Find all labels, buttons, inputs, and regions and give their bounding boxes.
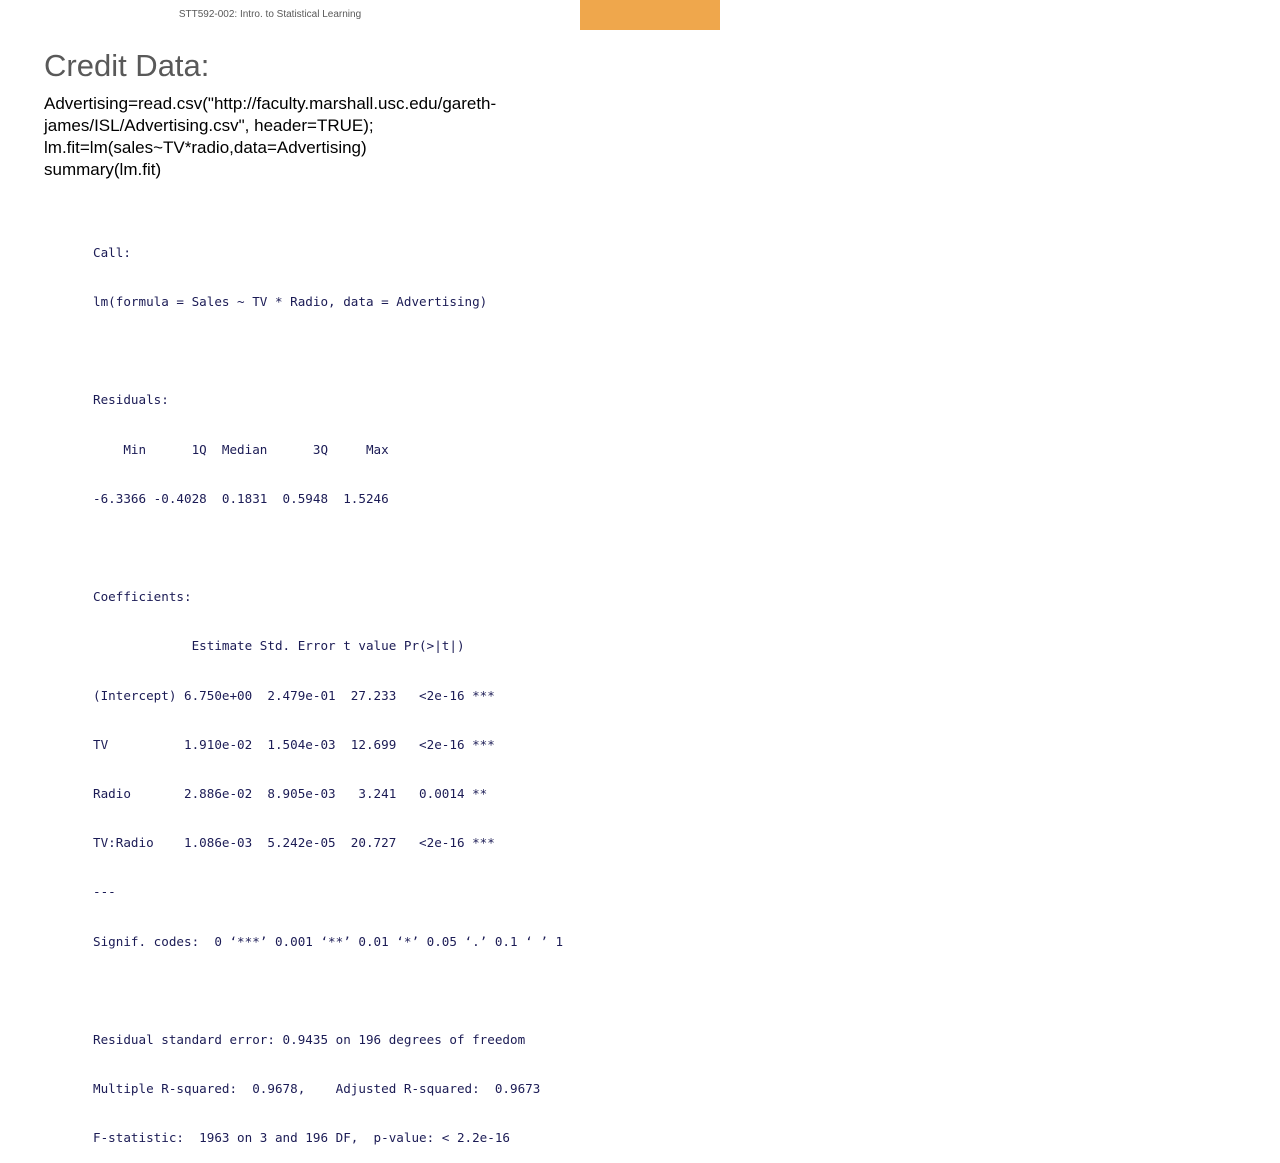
code-line: james/ISL/Advertising.csv", header=TRUE); <box>44 116 374 135</box>
r-squared: Multiple R-squared: 0.9678, Adjusted R-squared: 0.9673 <box>93 1081 541 1097</box>
page-title: Credit Data: <box>44 48 210 83</box>
coefficient-row: TV:Radio 1.086e-03 5.242e-05 20.727 <2e-16 *** <box>93 835 495 851</box>
slide-number: 68 <box>1222 6 1238 21</box>
residuals-label: Residuals: <box>93 392 169 408</box>
slide-header <box>0 0 1238 30</box>
course-title: STT592-002: Intro. to Statistical Learning <box>178 9 362 20</box>
slide-number-box <box>580 0 1238 30</box>
coefficients-header: Estimate Std. Error t value Pr(>|t|) <box>93 638 465 654</box>
coefficient-row: Radio 2.886e-02 8.905e-03 3.241 0.0014 ** <box>93 786 488 802</box>
residual-standard-error: Residual standard error: 0.9435 on 196 degrees of freedom <box>93 1032 526 1048</box>
coefficient-row: (Intercept) 6.750e+00 2.479e-01 27.233 <2e-16 *** <box>93 687 495 703</box>
signif-codes: Signif. codes: 0 ‘***’ 0.001 ‘**’ 0.01 ‘*’ 0.05 ‘.’ 0.1 ‘ ’ 1 <box>93 933 564 949</box>
call-formula: lm(formula = Sales ~ TV * Radio, data = Advertising) <box>93 294 488 310</box>
code-line: Advertising=read.csv("http://faculty.marshall.usc.edu/gareth- <box>44 94 497 113</box>
code-line: summary(lm.fit) <box>44 160 162 179</box>
r-console-output <box>93 212 693 1163</box>
f-statistic: F-statistic: 1963 on 3 and 196 DF, p-value: < 2.2e-16 <box>93 1130 511 1146</box>
call-label: Call: <box>93 244 131 260</box>
code-instructions <box>44 93 664 181</box>
residuals-header: Min 1Q Median 3Q Max <box>93 441 389 457</box>
coefficients-label: Coefficients: <box>93 589 192 605</box>
separator: --- <box>93 884 116 900</box>
residuals-values: -6.3366 -0.4028 0.1831 0.5948 1.5246 <box>93 490 389 506</box>
code-line: lm.fit=lm(sales~TV*radio,data=Advertising) <box>44 138 367 157</box>
coefficient-row: TV 1.910e-02 1.504e-03 12.699 <2e-16 *** <box>93 736 495 752</box>
